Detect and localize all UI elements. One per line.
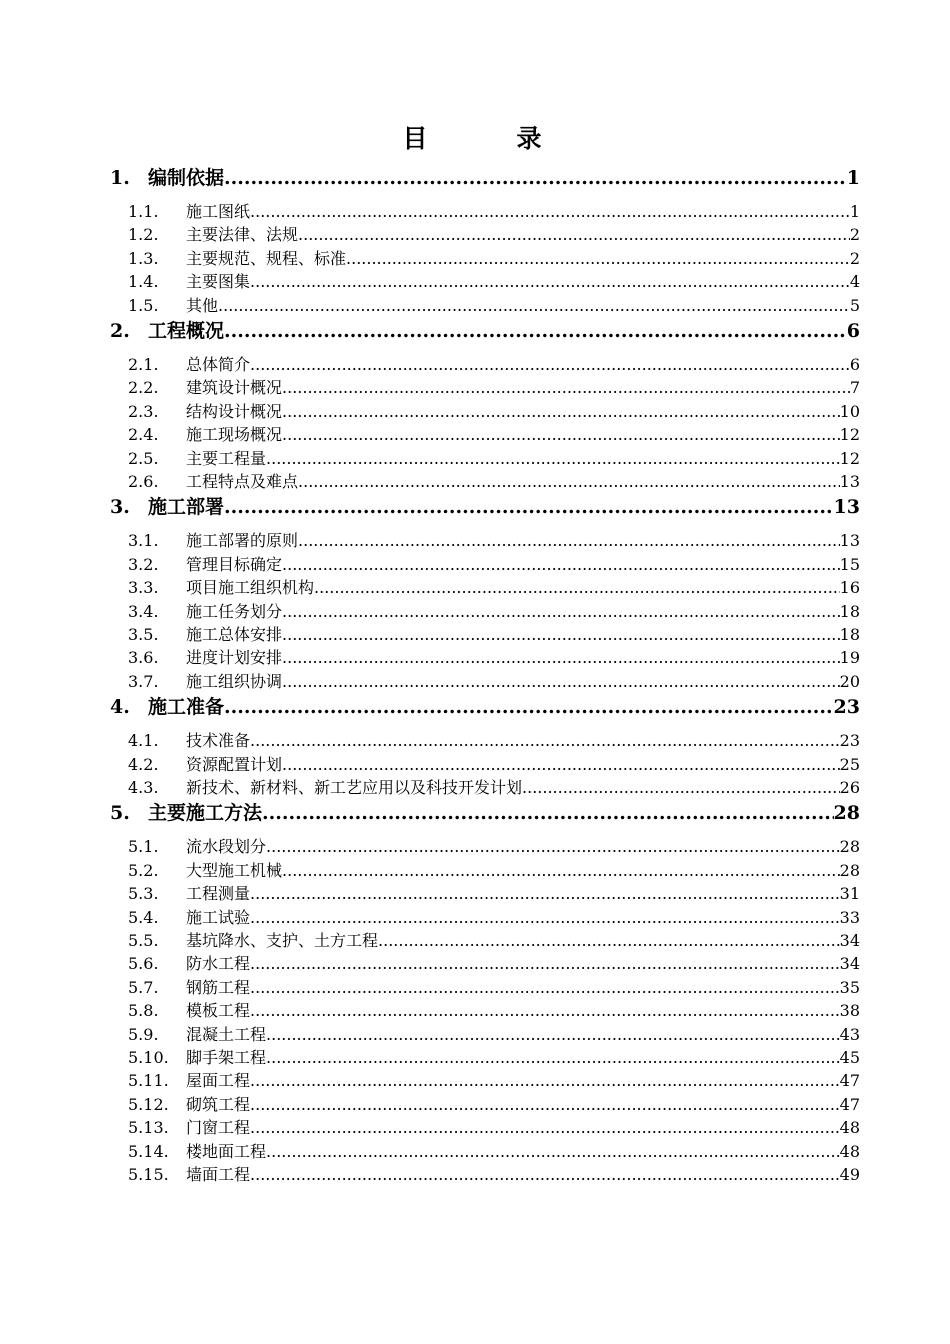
toc-subsection-entry[interactable] <box>110 1068 860 1090</box>
toc-entry-page-number: 13 <box>839 531 860 551</box>
toc-subsection-entry[interactable] <box>110 1045 860 1067</box>
toc-subsection-entry[interactable] <box>110 998 860 1020</box>
toc-entry-page-number: 47 <box>839 1094 860 1114</box>
toc-entry-page-number: 26 <box>839 778 860 797</box>
toc-entry-label: 施工现场概况 <box>186 425 283 445</box>
toc-dot-leader <box>250 1071 840 1090</box>
toc-dot-leader <box>250 1118 840 1137</box>
toc-entry-number: 5.6. <box>128 954 159 974</box>
toc-subsection-entry[interactable] <box>110 928 860 950</box>
toc-entry-label: 流水段划分 <box>186 837 267 857</box>
toc-entry-page-number: 12 <box>839 425 860 445</box>
toc-entry-number: 3.3. <box>128 578 159 598</box>
toc-entry-label: 墙面工程 <box>186 1165 251 1184</box>
toc-entry-label: 砌筑工程 <box>186 1094 251 1114</box>
toc-dot-leader <box>250 884 840 903</box>
toc-entry-label: 管理目标确定 <box>186 554 283 574</box>
toc-section-entry[interactable] <box>110 692 860 722</box>
toc-entry-label: 防水工程 <box>186 954 251 974</box>
toc-entry-number: 5.11. <box>128 1071 169 1091</box>
toc-entry-number: 5.13. <box>128 1118 169 1138</box>
toc-section-entry[interactable] <box>110 316 860 346</box>
toc-entry-label: 屋面工程 <box>186 1071 251 1091</box>
toc-entry-number: 2.2. <box>128 378 159 398</box>
toc-entry-page-number: 1 <box>849 202 860 221</box>
toc-entry-number: 3.4. <box>128 601 159 621</box>
toc-dot-leader <box>224 696 834 718</box>
toc-entry-label: 工程概况 <box>148 320 225 342</box>
toc-entry-label: 施工任务划分 <box>186 601 283 621</box>
toc-dot-leader <box>266 837 840 856</box>
toc-entry-label: 主要工程量 <box>186 448 267 468</box>
toc-entry-label: 基坑降水、支护、土方工程 <box>186 931 379 950</box>
toc-entry-page-number: 43 <box>839 1024 860 1044</box>
toc-entry-number: 1.5. <box>128 295 159 315</box>
toc-entry-number: 4. <box>110 696 130 719</box>
toc-dot-leader <box>298 472 840 491</box>
toc-dot-leader <box>282 755 840 774</box>
toc-entry-page-number: 28 <box>833 802 860 825</box>
toc-entry-page-number: 10 <box>839 401 860 421</box>
toc-entry-page-number: 28 <box>839 837 860 857</box>
toc-subsection-entry[interactable] <box>110 881 860 903</box>
toc-entry-label: 主要图集 <box>186 272 251 292</box>
toc-dot-leader <box>250 202 850 221</box>
toc-dot-leader <box>266 1025 840 1044</box>
toc-entry-page-number: 7 <box>849 378 860 398</box>
toc-dot-leader <box>298 225 850 244</box>
toc-subsection-entry[interactable] <box>110 352 860 374</box>
toc-entry-number: 1.3. <box>128 248 159 268</box>
toc-entry-page-number: 13 <box>839 472 860 491</box>
toc-subsection-entry[interactable] <box>110 775 860 797</box>
toc-subsection-entry[interactable] <box>110 834 860 856</box>
toc-dot-leader <box>282 555 840 574</box>
toc-entry-number: 3.7. <box>128 671 159 691</box>
toc-entry-page-number: 6 <box>849 355 860 374</box>
toc-dot-leader <box>522 778 840 797</box>
toc-dot-leader <box>282 425 840 444</box>
toc-entry-page-number: 25 <box>839 754 860 774</box>
toc-entry-number: 5. <box>110 802 130 825</box>
toc-subsection-entry[interactable] <box>110 975 860 997</box>
toc-entry-number: 3.6. <box>128 648 159 668</box>
toc-entry-page-number: 33 <box>839 907 860 927</box>
toc-dot-leader <box>250 908 840 927</box>
toc-entry-label: 主要规范、规程、标准 <box>186 248 347 268</box>
toc-entry-page-number: 12 <box>839 448 860 468</box>
toc-subsection-entry[interactable] <box>110 422 860 444</box>
toc-dot-leader <box>282 648 840 667</box>
toc-entry-number: 3.1. <box>128 531 159 551</box>
toc-dot-leader <box>250 731 840 750</box>
toc-entry-number: 5.5. <box>128 931 159 950</box>
toc-subsection-entry[interactable] <box>110 858 860 880</box>
toc-entry-number: 1. <box>110 167 130 189</box>
page-title: 目 录 <box>402 124 574 153</box>
toc-entry-number: 2. <box>110 320 130 342</box>
toc-entry-label: 施工图纸 <box>186 202 251 221</box>
toc-entry-label: 进度计划安排 <box>186 648 283 668</box>
toc-entry-number: 2.4. <box>128 425 159 445</box>
toc-entry-page-number: 2 <box>849 225 860 245</box>
toc-entry-number: 3.2. <box>128 554 159 574</box>
toc-entry-label: 门窗工程 <box>186 1118 251 1138</box>
toc-entry-page-number: 47 <box>839 1071 860 1091</box>
toc-entry-number: 4.2. <box>128 754 159 774</box>
toc-subsection-entry[interactable] <box>110 951 860 973</box>
toc-entry-number: 5.3. <box>128 884 159 904</box>
toc-entry-label: 总体简介 <box>186 355 251 374</box>
toc-subsection-entry[interactable] <box>110 1139 860 1161</box>
toc-dot-leader <box>266 449 840 468</box>
toc-subsection-entry[interactable] <box>110 1022 860 1044</box>
toc-dot-leader <box>250 272 850 291</box>
toc-entry-page-number: 35 <box>839 977 860 997</box>
toc-entry-page-number: 2 <box>849 248 860 268</box>
toc-entry-number: 5.14. <box>128 1141 169 1161</box>
toc-entry-label: 钢筋工程 <box>186 977 251 997</box>
toc-entry-page-number: 45 <box>839 1048 860 1067</box>
toc-entry-label: 施工组织协调 <box>186 671 283 691</box>
toc-entry-number: 1.1. <box>128 202 159 221</box>
toc-entry-page-number: 23 <box>833 696 860 719</box>
toc-entry-label: 新技术、新材料、新工艺应用以及科技开发计划 <box>186 778 523 797</box>
toc-subsection-entry[interactable] <box>110 399 860 421</box>
toc-entry-number: 5.10. <box>128 1048 169 1067</box>
toc-entry-page-number: 16 <box>839 578 860 598</box>
toc-section-entry[interactable] <box>110 492 860 522</box>
toc-subsection-entry[interactable] <box>110 669 860 691</box>
toc-subsection-entry[interactable] <box>110 469 860 491</box>
toc-entry-page-number: 1 <box>846 167 860 189</box>
toc-entry-page-number: 18 <box>839 625 860 644</box>
toc-entry-label: 建筑设计概况 <box>186 378 283 398</box>
toc-entry-label: 主要施工方法 <box>148 802 263 825</box>
toc-entry-label: 其他 <box>186 295 219 315</box>
toc-subsection-entry[interactable] <box>110 246 860 268</box>
toc-entry-number: 2.6. <box>128 472 159 491</box>
toc-dot-leader <box>282 602 840 621</box>
toc-entry-number: 5.7. <box>128 977 159 997</box>
toc-subsection-entry[interactable] <box>110 645 860 667</box>
toc-entry-page-number: 20 <box>839 671 860 691</box>
toc-dot-leader <box>282 672 840 691</box>
toc-dot-leader <box>378 931 840 950</box>
toc-entry-number: 5.2. <box>128 860 159 880</box>
toc-entry-number: 1.4. <box>128 272 159 292</box>
toc-entry-label: 技术准备 <box>186 731 251 751</box>
toc-subsection-entry[interactable] <box>110 1115 860 1137</box>
toc-entry-number: 5.4. <box>128 907 159 927</box>
toc-entry-page-number: 23 <box>839 731 860 751</box>
toc-dot-leader <box>250 1001 840 1020</box>
toc-entry-label: 施工准备 <box>148 696 225 719</box>
toc-dot-leader <box>218 296 850 315</box>
toc-dot-leader <box>282 402 840 421</box>
toc-entry-page-number: 34 <box>839 954 860 974</box>
toc-dot-leader <box>250 1165 840 1184</box>
toc-entry-label: 施工试验 <box>186 907 251 927</box>
toc-entry-page-number: 28 <box>839 860 860 880</box>
toc-dot-leader <box>224 167 847 189</box>
toc-dot-leader <box>282 861 840 880</box>
toc-entry-number: 4.3. <box>128 778 159 797</box>
toc-dot-leader <box>266 1142 840 1161</box>
toc-dot-leader <box>224 320 847 342</box>
toc-entry-label: 工程测量 <box>186 884 251 904</box>
toc-dot-leader <box>298 531 840 550</box>
toc-dot-leader <box>346 249 850 268</box>
toc-dot-leader <box>250 954 840 973</box>
toc-entry-page-number: 34 <box>839 931 860 950</box>
toc-entry-label: 施工部署的原则 <box>186 531 299 551</box>
toc-subsection-entry[interactable] <box>110 752 860 774</box>
toc-entry-number: 5.15. <box>128 1165 169 1184</box>
toc-subsection-entry[interactable] <box>110 728 860 750</box>
toc-entry-page-number: 19 <box>839 648 860 668</box>
toc-entry-page-number: 48 <box>839 1141 860 1161</box>
toc-subsection-entry[interactable] <box>110 1092 860 1114</box>
toc-entry-number: 5.9. <box>128 1024 159 1044</box>
toc-entry-number: 4.1. <box>128 731 159 751</box>
toc-subsection-entry[interactable] <box>110 622 860 644</box>
toc-dot-leader <box>262 802 834 824</box>
toc-dot-leader <box>250 978 840 997</box>
toc-subsection-entry[interactable] <box>110 293 860 315</box>
toc-dot-leader <box>250 1095 840 1114</box>
toc-entry-page-number: 5 <box>849 295 860 315</box>
toc-subsection-entry[interactable] <box>110 269 860 291</box>
toc-entry-label: 项目施工组织机构 <box>186 578 315 598</box>
toc-entry-number: 5.1. <box>128 837 159 857</box>
toc-entry-label: 编制依据 <box>148 167 225 189</box>
toc-entry-number: 3. <box>110 496 130 519</box>
toc-entry-number: 2.1. <box>128 355 159 374</box>
toc-entry-label: 模板工程 <box>186 1001 251 1021</box>
toc-entry-label: 主要法律、法规 <box>186 225 299 245</box>
toc-dot-leader <box>224 496 834 518</box>
toc-entry-page-number: 13 <box>833 496 860 519</box>
toc-entry-page-number: 48 <box>839 1118 860 1138</box>
toc-dot-leader <box>314 578 840 597</box>
toc-subsection-entry[interactable] <box>110 575 860 597</box>
toc-dot-leader <box>282 378 850 397</box>
toc-subsection-entry[interactable] <box>110 446 860 468</box>
toc-entry-number: 1.2. <box>128 225 159 245</box>
toc-entry-page-number: 49 <box>839 1165 860 1184</box>
toc-entry-page-number: 4 <box>849 272 860 292</box>
toc-entry-number: 5.8. <box>128 1001 159 1021</box>
toc-subsection-entry[interactable] <box>110 199 860 221</box>
toc-subsection-entry[interactable] <box>110 375 860 397</box>
toc-subsection-entry[interactable] <box>110 528 860 550</box>
toc-entry-number: 5.12. <box>128 1094 169 1114</box>
toc-entry-number: 2.5. <box>128 448 159 468</box>
toc-entry-label: 混凝土工程 <box>186 1024 267 1044</box>
toc-section-entry[interactable] <box>110 163 860 193</box>
toc-entry-label: 楼地面工程 <box>186 1141 267 1161</box>
toc-entry-label: 工程特点及难点 <box>186 472 299 491</box>
toc-entry-number: 2.3. <box>128 401 159 421</box>
toc-dot-leader <box>250 355 850 374</box>
toc-entry-page-number: 31 <box>839 884 860 904</box>
toc-dot-leader <box>266 1048 840 1067</box>
toc-entry-number: 3.5. <box>128 625 159 644</box>
toc-subsection-entry[interactable] <box>110 552 860 574</box>
toc-subsection-entry[interactable] <box>110 599 860 621</box>
toc-entry-label: 施工总体安排 <box>186 625 283 644</box>
toc-subsection-entry[interactable] <box>110 905 860 927</box>
toc-entry-page-number: 6 <box>846 320 860 342</box>
toc-entry-page-number: 38 <box>839 1001 860 1021</box>
toc-entry-label: 结构设计概况 <box>186 401 283 421</box>
toc-section-entry[interactable] <box>110 798 860 828</box>
toc-entry-page-number: 15 <box>839 554 860 574</box>
toc-subsection-entry[interactable] <box>110 1162 860 1184</box>
toc-entry-page-number: 18 <box>839 601 860 621</box>
toc-entry-label: 脚手架工程 <box>186 1048 267 1067</box>
toc-entry-label: 施工部署 <box>148 496 225 519</box>
toc-dot-leader <box>282 625 840 644</box>
toc-entry-label: 资源配置计划 <box>186 754 283 774</box>
toc-entry-label: 大型施工机械 <box>186 860 283 880</box>
toc-subsection-entry[interactable] <box>110 222 860 244</box>
